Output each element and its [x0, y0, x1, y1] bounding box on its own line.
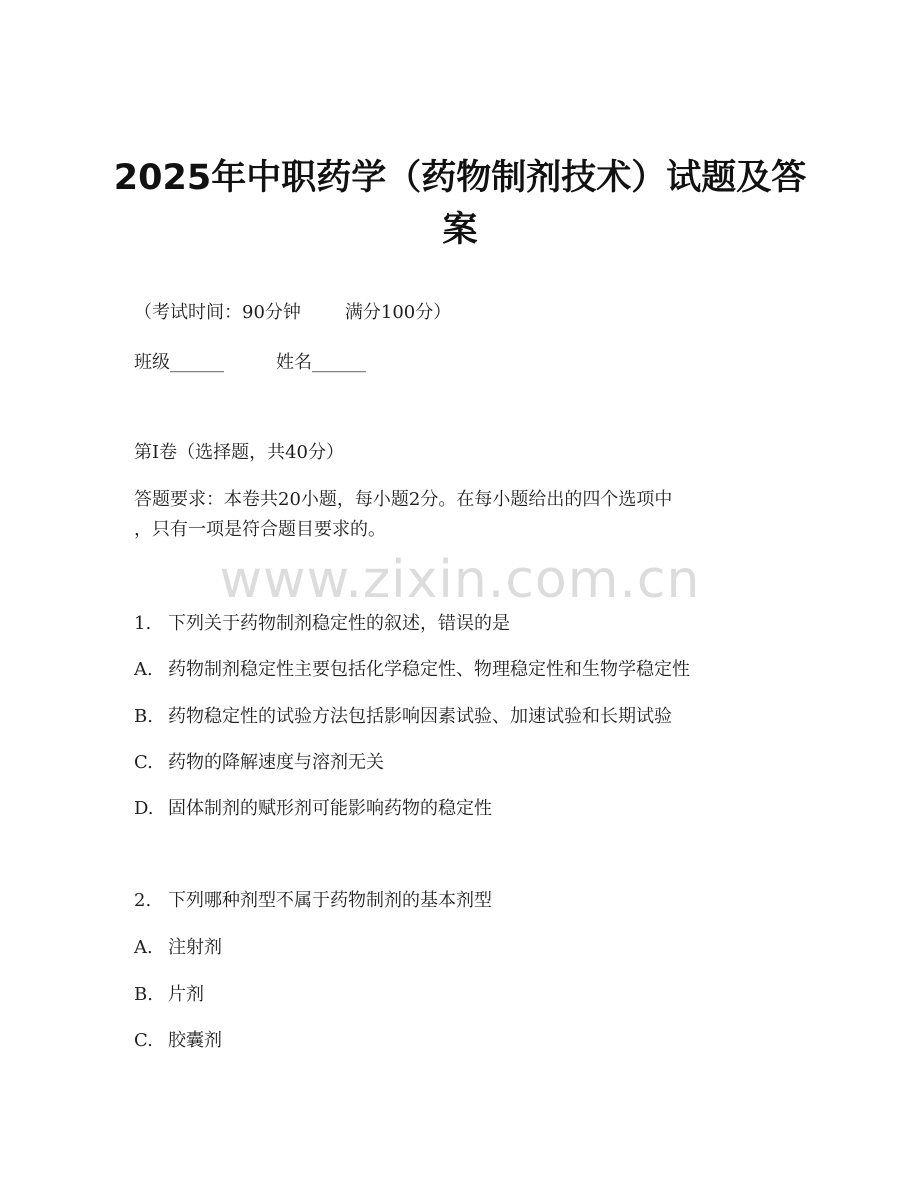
- question-1-option-d: [134, 796, 492, 822]
- option-letter: A.: [134, 937, 153, 958]
- question-2-option-b: [134, 982, 204, 1008]
- watermark: www.zixin.com.cn: [219, 550, 701, 610]
- option-letter: B.: [134, 984, 153, 1005]
- question-1-option-c: [134, 750, 384, 776]
- option-text: 固体制剂的赋形剂可能影响药物的稳定性: [168, 798, 492, 819]
- question-2: [134, 888, 492, 914]
- question-number: 2.: [134, 890, 152, 911]
- option-letter: A.: [134, 659, 153, 680]
- section-title: 第I卷（选择题，共40分）: [134, 442, 345, 463]
- question-1: [134, 611, 510, 637]
- question-number: 1.: [134, 613, 152, 634]
- option-letter: C.: [134, 1030, 153, 1051]
- question-1-option-b: [134, 704, 672, 730]
- option-letter: B.: [134, 706, 153, 727]
- option-letter: D.: [134, 798, 154, 819]
- instructions-line-1: 答题要求：本卷共20小题，每小题2分。在每小题给出的四个选项中: [134, 489, 673, 510]
- full-score: 满分100分）: [344, 302, 452, 323]
- instructions-line-2: ，只有一项是符合题目要求的。: [134, 519, 386, 540]
- student-info: [134, 350, 366, 376]
- option-text: 片剂: [168, 984, 204, 1005]
- option-text: 药物稳定性的试验方法包括影响因素试验、加速试验和长期试验: [168, 706, 672, 727]
- question-1-option-a: [134, 657, 690, 683]
- option-text: 药物制剂稳定性主要包括化学稳定性、物理稳定性和生物学稳定性: [168, 659, 690, 680]
- option-text: 药物的降解速度与溶剂无关: [168, 752, 384, 773]
- document-title-continued: 案: [442, 210, 478, 250]
- question-2-option-c: [134, 1028, 222, 1054]
- question-text: 下列哪种剂型不属于药物制剂的基本剂型: [168, 890, 492, 911]
- name-field: 姓名______: [276, 352, 366, 373]
- option-text: 注射剂: [168, 937, 222, 958]
- exam-info: [134, 300, 451, 326]
- question-text: 下列关于药物制剂稳定性的叙述，错误的是: [168, 613, 510, 634]
- question-2-option-a: [134, 935, 222, 961]
- exam-time: （考试时间：90分钟: [134, 302, 301, 323]
- option-text: 胶囊剂: [168, 1030, 222, 1051]
- option-letter: C.: [134, 752, 153, 773]
- class-field: 班级______: [134, 352, 224, 373]
- document-title: 2025年中职药学（药物制剂技术）试题及答: [113, 158, 807, 198]
